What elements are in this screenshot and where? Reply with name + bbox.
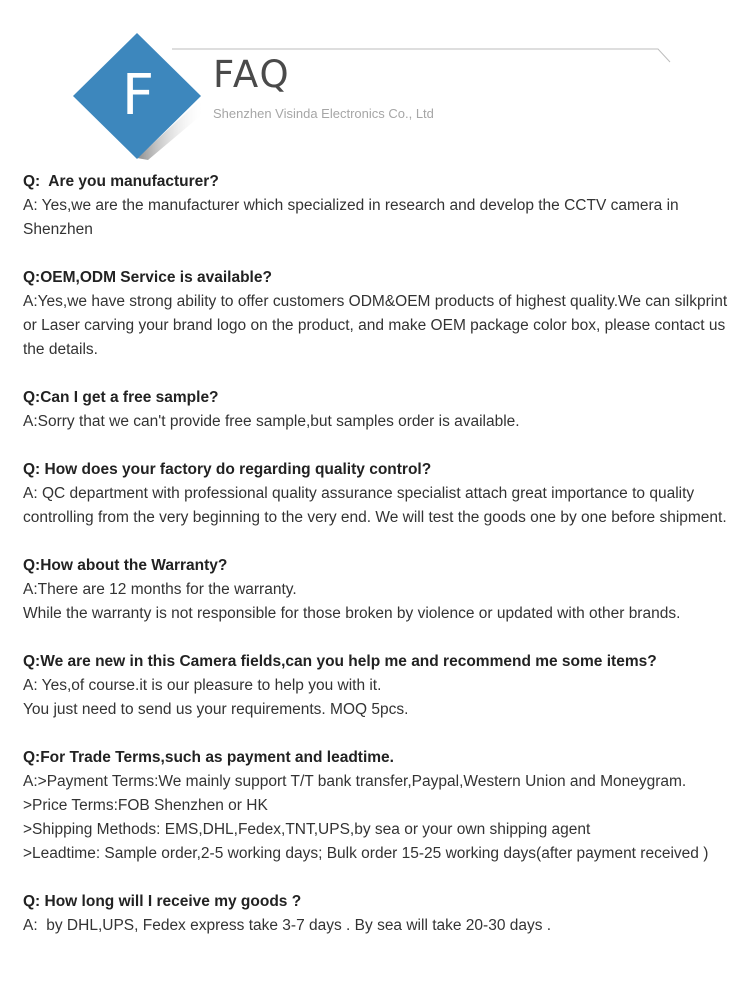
faq-question: Q: How long will I receive my goods ? [23, 893, 302, 910]
page-title: FAQ [213, 53, 291, 96]
faq-item [23, 458, 743, 530]
faq-answer: A: by DHL,UPS, Fedex express take 3-7 days . By sea will take 20-30 days . [23, 917, 552, 934]
faq-question: Q:OEM,ODM Service is available? [23, 269, 272, 286]
faq-header [0, 0, 750, 170]
faq-item [23, 890, 743, 938]
faq-item [23, 386, 743, 434]
header-graphic [0, 0, 750, 170]
faq-answer-line: >Shipping Methods: EMS,DHL,Fedex,TNT,UPS,by sea or your own shipping agent [23, 821, 591, 838]
faq-answer-line: While the warranty is not responsible for those broken by violence or updated with other brands. [23, 605, 681, 622]
faq-answer: A: QC department with professional quality assurance specialist attach great importance to quality controlling from the very beginning to the very end. We will test the goods one by one before shipment. [23, 485, 727, 526]
faq-answer: A:There are 12 months for the warranty. [23, 581, 297, 598]
faq-answer: A: Yes,we are the manufacturer which specialized in research and develop the CCTV camera in Shenzhen [23, 197, 683, 238]
faq-question: Q:For Trade Terms,such as payment and leadtime. [23, 749, 394, 766]
faq-question: Q:How about the Warranty? [23, 557, 228, 574]
faq-answer-line: >Leadtime: Sample order,2-5 working days; Bulk order 15-25 working days(after payment received ) [23, 845, 709, 862]
faq-item [23, 170, 743, 242]
faq-item [23, 650, 743, 722]
faq-answer: A:Sorry that we can't provide free sample,but samples order is available. [23, 413, 520, 430]
faq-item [23, 554, 743, 626]
faq-question: Q: Are you manufacturer? [23, 173, 219, 190]
faq-item [23, 266, 743, 362]
faq-list [23, 170, 743, 962]
faq-answer: A: Yes,of course.it is our pleasure to help you with it. [23, 677, 382, 694]
faq-question: Q:We are new in this Camera fields,can you help me and recommend me some items? [23, 653, 657, 670]
company-name: Shenzhen Visinda Electronics Co., Ltd [213, 106, 434, 121]
logo-letter: F [121, 63, 155, 128]
faq-answer-line: You just need to send us your requirements. MOQ 5pcs. [23, 701, 409, 718]
faq-answer-line: >Price Terms:FOB Shenzhen or HK [23, 797, 268, 814]
faq-answer: A:Yes,we have strong ability to offer customers ODM&OEM products of highest quality.We can silkprint or Laser carving your brand logo on the product, and make OEM package color box, please contact us the details. [23, 293, 732, 358]
faq-item [23, 746, 743, 866]
faq-question: Q: How does your factory do regarding quality control? [23, 461, 432, 478]
faq-answer: A:>Payment Terms:We mainly support T/T bank transfer,Paypal,Western Union and Moneygram. [23, 773, 687, 790]
faq-question: Q:Can I get a free sample? [23, 389, 219, 406]
